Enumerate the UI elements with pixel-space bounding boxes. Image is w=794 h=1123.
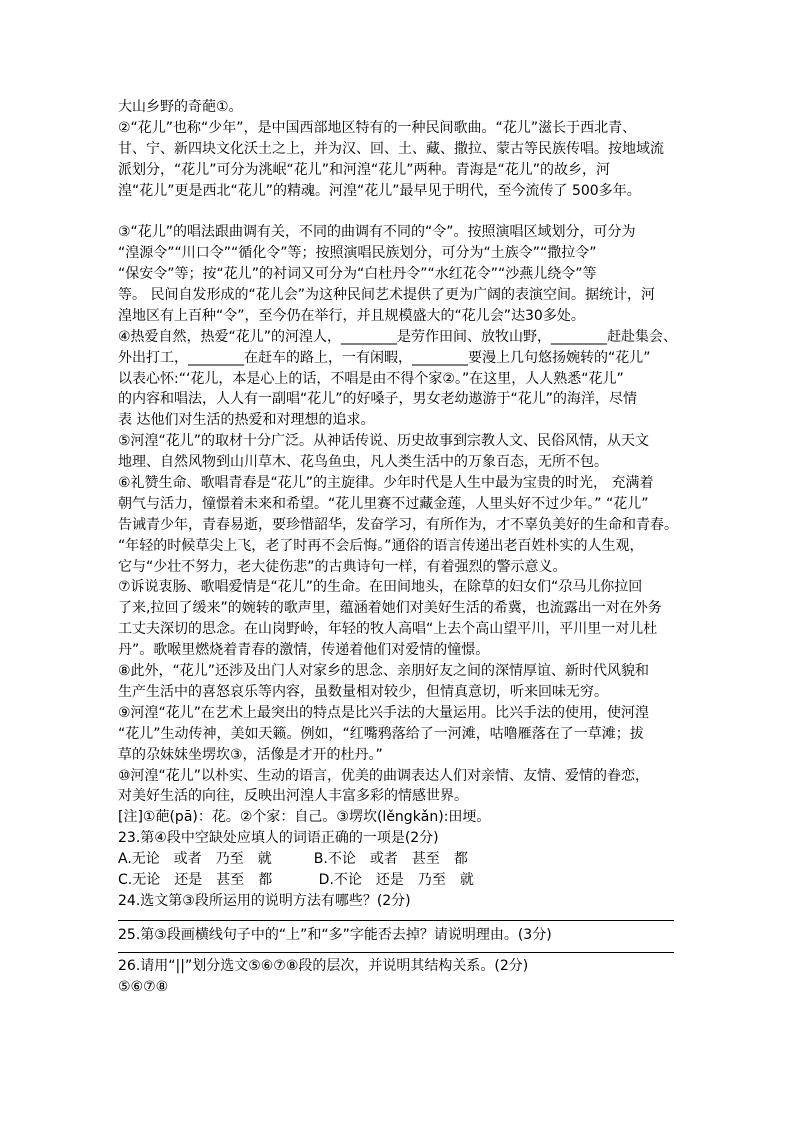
passage-line: 湟地区有上百种“令”，至今仍在举行，并且规模盛大的“花儿会”达30多处。 <box>118 307 585 324</box>
passage-line: ③“花儿”的唱法跟曲调有关，不同的曲调有不同的“令”。按照演唱区域划分，可分为 <box>118 224 636 241</box>
passage-line: 生产生活中的喜怒哀乐等内容，虽数量相对较少，但情真意切，听来回味无穷。 <box>118 683 608 700</box>
passage-line: ④热爱自然，热爱“花儿”的河湟人，________是劳作田间、放牧山野，________赶赴集会、 <box>118 328 678 345</box>
passage-line: ⑦诉说衷肠、歌唱爱情是“花儿”的生命。在田间地头，在除草的妇女们“尕马儿你拉回 <box>118 579 643 596</box>
question-23-options-cd: C.无论 还是 甚至 都 D.不论 还是 乃至 就 <box>118 871 474 888</box>
question-24: 24.选文第③段所运用的说明方法有哪些？(2分) <box>118 892 411 909</box>
blank-line <box>118 201 688 222</box>
passage-line: 派划分，“花儿”可分为洮岷“花儿”和河湟“花儿”两种。青海是“花儿”的故乡，河 <box>118 161 611 178</box>
question-23-options-ab: A.无论 或者 乃至 就 B.不论 或者 甚至 都 <box>118 851 468 868</box>
passage-line: 了来,拉回了缓来”的婉转的歌声里，蕴涵着她们对美好生活的希冀，也流露出一对在外务 <box>118 600 662 617</box>
passage-line: 地理、自然风物到山川草木、花鸟鱼虫，凡人类生活中的万象百态，无所不包。 <box>118 454 608 471</box>
passage-line: 大山乡野的奇葩①。 <box>118 99 243 115</box>
passage-line: 工丈夫深切的思念。在山岗野岭，年轻的牧人高唱“上去个高山望平川，平川里一对儿杜 <box>118 621 658 638</box>
passage-line: 表 达他们对生活的热爱和对理想的追求。 <box>118 412 375 429</box>
answer-line-25 <box>118 952 674 953</box>
passage-line: 以表心怀:“‘花儿，本是心上的话，不唱是由不得个家②。”在这里，人人熟悉“花儿” <box>118 370 624 387</box>
passage-line: 丹”。歌喉里燃烧着青春的激情，传递着他们对爱情的憧憬。 <box>118 642 490 659</box>
passage-line: “年轻的时候草尖上飞，老了时再不会后悔。”通俗的语言传递出老百姓朴实的人生观， <box>118 537 644 554</box>
question-25: 25.第③段画横线句子中的“上”和“多”字能否去掉？请说明理由。(3分) <box>118 926 552 943</box>
passage-line: ⑨河湟“花儿”在艺术上最突出的特点是比兴手法的大量运用。比兴手法的使用，使河湟 <box>118 704 650 721</box>
answer-line-24 <box>118 920 674 921</box>
passage-line: ⑩河湟“花儿”以朴实、生动的语言，优美的曲调表达人们对亲情、友情、爱情的眷恋， <box>118 767 650 784</box>
passage-line: 告诫青少年，青春易逝，要珍惜韶华，发奋学习，有所作为，才不辜负美好的生命和青春。 <box>118 516 678 533</box>
question-23: 23.第④段中空缺处应填人的词语正确的一项是(2分) <box>118 830 439 847</box>
passage-line: ⑥礼赞生命、歌唱青春是“花儿”的主旋律。少年时代是人生中最为宝贵的时光， 充满着 <box>118 475 654 492</box>
passage-line: “湟源令”“川口令”“循化令”等；按照演唱民族划分，可分为“土族令”“撒拉令” <box>118 245 597 262</box>
passage-line: 湟“花儿”更是西北“花儿”的精魂。河湟“花儿”最早见于明代，至今流传了 500多年。 <box>118 182 641 199</box>
passage-line: ⑤河湟“花儿”的取材十分广泛。从神话传说、历史故事到宗教人文、民俗风情，从天文 <box>118 433 650 450</box>
passage-line: “花儿”生动传神，美如天籁。例如，“红嘴鸦落给了一河滩，咕噜雁落在了一草滩；拔 <box>118 725 644 742</box>
question-26-paragraph-markers: ⑤⑥⑦⑧ <box>118 978 169 995</box>
passage-line: 草的尕妹妹坐塄坎③，活像是才开的杜丹。” <box>118 746 383 763</box>
passage-line: 的内容和唱法，人人有一副唱“花儿”的好嗓子，男女老幼遨游于“花儿”的海洋，尽情 <box>118 391 638 408</box>
passage-line: ⑧此外，“花儿”还涉及出门人对家乡的思念、亲朋好友之间的深情厚谊、新时代风貌和 <box>118 663 650 680</box>
passage <box>118 97 688 828</box>
passage-line: ②“花儿”也称“少年”，是中国西部地区特有的一种民间歌曲。“花儿”滋长于西北青、 <box>118 119 637 136</box>
passage-line: [注]①葩(pā)：花。②个家：自己。③塄坎(lěngkǎn):田埂。 <box>118 809 491 826</box>
document-body <box>118 97 688 997</box>
passage-line: 甘、宁、新四块文化沃土之上，并为汉、回、土、藏、撒拉、蒙古等民族传唱。按地域流 <box>118 140 664 157</box>
passage-line: 等。 民间自发形成的“花儿会”为这种民间艺术提供了更为广阔的表演空间。据统计，河 <box>118 287 655 304</box>
passage-line: 外出打工，________在赶车的路上，一有闲暇，________要漫上几句悠扬婉转的“花儿” <box>118 349 651 366</box>
passage-line: 它与“少壮不努力，老大徒伤悲”的古典诗句一样，有着强烈的警示意义。 <box>118 558 567 575</box>
passage-line: “保安令”等；按“花儿”的衬词又可分为“白杜丹令”“水红花令”“沙燕儿绕令”等 <box>118 266 597 283</box>
passage-line: 朝气与活力，憧憬着未来和希望。“花儿里赛不过藏金莲，人里头好不过少年。” “花儿” <box>118 495 649 512</box>
question-26: 26.请用“||”划分选文⑤⑥⑦⑧段的层次，并说明其结构关系。(2分) <box>118 957 529 974</box>
answer-space-24[interactable] <box>118 912 688 920</box>
passage-line: 对美好生活的向往，反映出河湟人丰富多彩的情感世界。 <box>118 788 468 805</box>
